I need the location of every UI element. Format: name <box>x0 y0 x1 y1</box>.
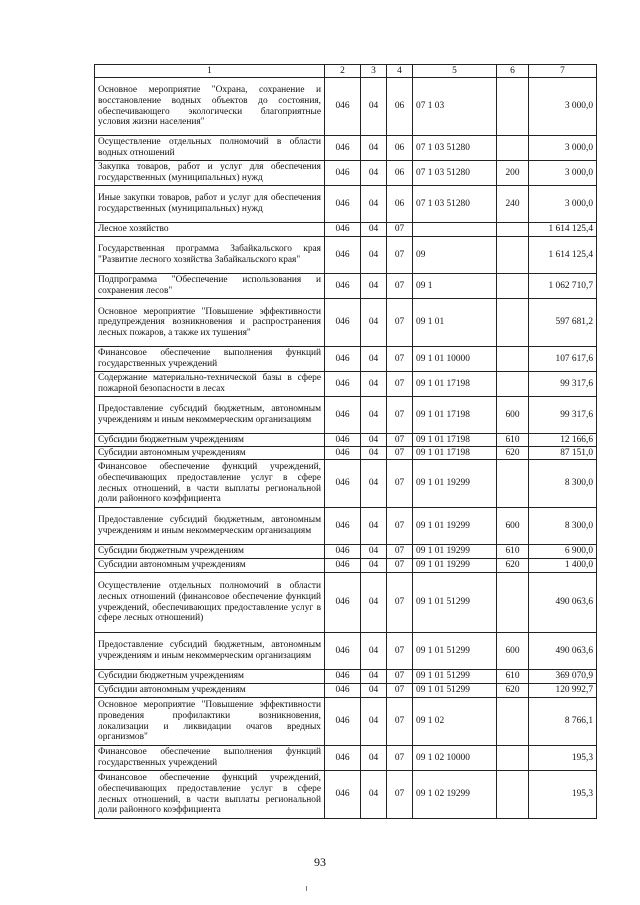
row-expense-type <box>497 573 529 633</box>
row-ministry-code: 046 <box>325 78 361 136</box>
row-name: Субсидии автономным учреждениям <box>95 559 325 573</box>
row-ministry-code: 046 <box>325 545 361 559</box>
row-subsection-code: 07 <box>387 274 413 299</box>
row-target-code: 09 1 01 51299 <box>413 670 497 684</box>
row-name: Субсидии автономным учреждениям <box>95 684 325 698</box>
row-subsection-code: 07 <box>387 670 413 684</box>
row-expense-type <box>497 78 529 136</box>
table-row <box>95 573 597 633</box>
row-name: Финансовое обеспечение функций учреждений, обеспечивающих предоставление услуг в сфере лесных отношений, в части выплаты региональной доли районного коэффициента <box>95 460 325 508</box>
row-section-code: 04 <box>361 508 387 545</box>
row-subsection-code: 07 <box>387 347 413 372</box>
row-expense-type: 600 <box>497 633 529 670</box>
column-header: 1 <box>95 65 325 78</box>
row-ministry-code: 046 <box>325 633 361 670</box>
row-amount: 12 166,6 <box>529 434 597 447</box>
row-amount: 369 070,9 <box>529 670 597 684</box>
row-amount: 107 617,6 <box>529 347 597 372</box>
row-target-code: 09 1 01 51299 <box>413 633 497 670</box>
row-name: Предоставление субсидий бюджетным, автономным учреждениям и иным некоммерческим организациям <box>95 633 325 670</box>
row-target-code: 09 1 01 10000 <box>413 347 497 372</box>
table-row <box>95 161 597 186</box>
row-amount: 99 317,6 <box>529 372 597 397</box>
table-row <box>95 78 597 136</box>
row-amount: 597 681,2 <box>529 299 597 347</box>
row-expense-type <box>497 237 529 274</box>
table-row <box>95 684 597 698</box>
row-expense-type <box>497 136 529 161</box>
row-subsection-code: 07 <box>387 508 413 545</box>
page-number: 93 <box>314 855 326 869</box>
row-amount: 6 900,0 <box>529 545 597 559</box>
row-name: Основное мероприятие "Повышение эффективности предупреждения возникновения и распространения лесных пожаров, а также их тушения" <box>95 299 325 347</box>
row-subsection-code: 07 <box>387 771 413 819</box>
row-target-code: 07 1 03 <box>413 78 497 136</box>
row-target-code: 09 1 01 19299 <box>413 545 497 559</box>
table-row <box>95 633 597 670</box>
row-section-code: 04 <box>361 186 387 223</box>
row-ministry-code: 046 <box>325 670 361 684</box>
row-amount: 8 300,0 <box>529 508 597 545</box>
row-amount: 490 063,6 <box>529 573 597 633</box>
row-name: Предоставление субсидий бюджетным, автономным учреждениям и иным некоммерческим организациям <box>95 397 325 434</box>
row-subsection-code: 07 <box>387 434 413 447</box>
row-expense-type <box>497 771 529 819</box>
table-row <box>95 508 597 545</box>
column-header: 2 <box>325 65 361 78</box>
row-target-code: 09 <box>413 237 497 274</box>
row-target-code: 09 1 01 51299 <box>413 684 497 698</box>
row-target-code: 09 1 02 19299 <box>413 771 497 819</box>
row-ministry-code: 046 <box>325 746 361 771</box>
row-subsection-code: 07 <box>387 573 413 633</box>
row-section-code: 04 <box>361 746 387 771</box>
row-section-code: 04 <box>361 698 387 746</box>
row-subsection-code: 07 <box>387 237 413 274</box>
row-subsection-code: 07 <box>387 372 413 397</box>
table-row <box>95 223 597 237</box>
row-ministry-code: 046 <box>325 460 361 508</box>
column-header: 4 <box>387 65 413 78</box>
row-target-code: 09 1 01 17198 <box>413 434 497 447</box>
row-name: Лесное хозяйство <box>95 223 325 237</box>
row-ministry-code: 046 <box>325 372 361 397</box>
row-name: Финансовое обеспечение выполнения функций государственных учреждений <box>95 746 325 771</box>
row-target-code: 09 1 01 19299 <box>413 508 497 545</box>
row-section-code: 04 <box>361 274 387 299</box>
row-name: Осуществление отдельных полномочий в области водных отношений <box>95 136 325 161</box>
table-row <box>95 771 597 819</box>
row-expense-type: 610 <box>497 545 529 559</box>
row-amount: 87 151,0 <box>529 447 597 460</box>
row-target-code: 09 1 01 <box>413 299 497 347</box>
table-row <box>95 545 597 559</box>
row-expense-type: 610 <box>497 434 529 447</box>
row-subsection-code: 06 <box>387 136 413 161</box>
row-name: Субсидии автономным учреждениям <box>95 447 325 460</box>
row-amount: 8 766,1 <box>529 698 597 746</box>
row-section-code: 04 <box>361 136 387 161</box>
table-row <box>95 559 597 573</box>
row-section-code: 04 <box>361 372 387 397</box>
row-expense-type: 620 <box>497 447 529 460</box>
row-ministry-code: 046 <box>325 684 361 698</box>
column-header: 3 <box>361 65 387 78</box>
row-target-code: 09 1 01 19299 <box>413 460 497 508</box>
row-section-code: 04 <box>361 559 387 573</box>
row-section-code: 04 <box>361 78 387 136</box>
row-ministry-code: 046 <box>325 559 361 573</box>
table-row <box>95 698 597 746</box>
row-name: Субсидии бюджетным учреждениям <box>95 434 325 447</box>
row-target-code: 09 1 <box>413 274 497 299</box>
table-row <box>95 237 597 274</box>
row-amount: 120 992,7 <box>529 684 597 698</box>
row-target-code: 07 1 03 51280 <box>413 161 497 186</box>
column-header: 5 <box>413 65 497 78</box>
row-subsection-code: 07 <box>387 460 413 508</box>
row-name: Субсидии бюджетным учреждениям <box>95 545 325 559</box>
row-ministry-code: 046 <box>325 397 361 434</box>
row-subsection-code: 07 <box>387 746 413 771</box>
row-section-code: 04 <box>361 434 387 447</box>
table-row <box>95 136 597 161</box>
row-subsection-code: 06 <box>387 78 413 136</box>
row-amount: 195,3 <box>529 771 597 819</box>
row-section-code: 04 <box>361 299 387 347</box>
table-row <box>95 274 597 299</box>
row-expense-type <box>497 223 529 237</box>
row-expense-type <box>497 347 529 372</box>
row-target-code: 09 1 01 17198 <box>413 397 497 434</box>
budget-table <box>94 64 597 819</box>
row-ministry-code: 046 <box>325 136 361 161</box>
table-row <box>95 746 597 771</box>
row-target-code: 07 1 03 51280 <box>413 186 497 223</box>
row-amount: 1 400,0 <box>529 559 597 573</box>
row-ministry-code: 046 <box>325 237 361 274</box>
table-row <box>95 397 597 434</box>
row-subsection-code: 06 <box>387 186 413 223</box>
row-target-code: 09 1 01 17198 <box>413 447 497 460</box>
row-subsection-code: 07 <box>387 447 413 460</box>
row-expense-type <box>497 274 529 299</box>
row-section-code: 04 <box>361 223 387 237</box>
column-header: 6 <box>497 65 529 78</box>
row-subsection-code: 07 <box>387 223 413 237</box>
row-ministry-code: 046 <box>325 698 361 746</box>
row-target-code: 09 1 01 17198 <box>413 372 497 397</box>
row-ministry-code: 046 <box>325 274 361 299</box>
table-row <box>95 186 597 223</box>
row-expense-type <box>497 746 529 771</box>
column-header: 7 <box>529 65 597 78</box>
row-ministry-code: 046 <box>325 161 361 186</box>
row-target-code: 09 1 01 19299 <box>413 559 497 573</box>
row-name: Основное мероприятие "Охрана, сохранение и восстановление водных объектов до состояния, обеспечивающего экологически благоприятные условия жизни населения" <box>95 78 325 136</box>
row-expense-type: 610 <box>497 670 529 684</box>
row-ministry-code: 046 <box>325 347 361 372</box>
table-row <box>95 447 597 460</box>
row-name: Финансовое обеспечение выполнения функций государственных учреждений <box>95 347 325 372</box>
row-expense-type: 620 <box>497 684 529 698</box>
row-name: Иные закупки товаров, работ и услуг для обеспечения государственных (муниципальных) нужд <box>95 186 325 223</box>
row-name: Основное мероприятие "Повышение эффективности проведения профилактики возникновения, локализации и ликвидации очагов вредных организмов" <box>95 698 325 746</box>
row-amount: 3 000,0 <box>529 186 597 223</box>
row-name: Подпрограмма "Обеспечение использования и сохранения лесов" <box>95 274 325 299</box>
row-name: Осуществление отдельных полномочий в области лесных отношений (финансовое обеспечение функций учреждений, обеспечивающих предоставление услуг в сфере лесных отношений) <box>95 573 325 633</box>
table-header-row <box>95 65 597 78</box>
row-amount: 1 062 710,7 <box>529 274 597 299</box>
row-expense-type <box>497 299 529 347</box>
row-amount: 3 000,0 <box>529 161 597 186</box>
row-expense-type: 600 <box>497 508 529 545</box>
table-row <box>95 434 597 447</box>
row-target-code: 09 1 02 10000 <box>413 746 497 771</box>
row-section-code: 04 <box>361 670 387 684</box>
row-target-code: 09 1 02 <box>413 698 497 746</box>
scan-mark <box>306 886 307 891</box>
row-section-code: 04 <box>361 397 387 434</box>
row-subsection-code: 07 <box>387 545 413 559</box>
row-amount: 8 300,0 <box>529 460 597 508</box>
row-expense-type <box>497 372 529 397</box>
row-name: Предоставление субсидий бюджетным, автономным учреждениям и иным некоммерческим организациям <box>95 508 325 545</box>
row-amount: 490 063,6 <box>529 633 597 670</box>
row-amount: 1 614 125,4 <box>529 223 597 237</box>
row-expense-type <box>497 698 529 746</box>
row-ministry-code: 046 <box>325 434 361 447</box>
row-section-code: 04 <box>361 633 387 670</box>
row-section-code: 04 <box>361 684 387 698</box>
row-target-code <box>413 223 497 237</box>
row-name: Закупка товаров, работ и услуг для обеспечения государственных (муниципальных) нужд <box>95 161 325 186</box>
row-expense-type: 620 <box>497 559 529 573</box>
row-subsection-code: 07 <box>387 397 413 434</box>
row-section-code: 04 <box>361 460 387 508</box>
row-expense-type <box>497 460 529 508</box>
row-name: Финансовое обеспечение функций учреждений, обеспечивающих предоставление услуг в сфере лесных отношений, в части выплаты региональной доли районного коэффициента <box>95 771 325 819</box>
row-amount: 195,3 <box>529 746 597 771</box>
row-subsection-code: 07 <box>387 698 413 746</box>
row-expense-type: 240 <box>497 186 529 223</box>
table-row <box>95 460 597 508</box>
row-subsection-code: 07 <box>387 684 413 698</box>
row-amount: 3 000,0 <box>529 78 597 136</box>
row-amount: 99 317,6 <box>529 397 597 434</box>
row-section-code: 04 <box>361 573 387 633</box>
row-target-code: 07 1 03 51280 <box>413 136 497 161</box>
table-row <box>95 372 597 397</box>
row-name: Государственная программа Забайкальского края "Развитие лесного хозяйства Забайкальского края" <box>95 237 325 274</box>
row-name: Содержание материально-технической базы в сфере пожарной безопасности в лесах <box>95 372 325 397</box>
row-amount: 1 614 125,4 <box>529 237 597 274</box>
row-subsection-code: 06 <box>387 161 413 186</box>
row-section-code: 04 <box>361 237 387 274</box>
row-ministry-code: 046 <box>325 299 361 347</box>
row-ministry-code: 046 <box>325 447 361 460</box>
row-section-code: 04 <box>361 545 387 559</box>
row-subsection-code: 07 <box>387 559 413 573</box>
row-ministry-code: 046 <box>325 573 361 633</box>
row-expense-type: 200 <box>497 161 529 186</box>
row-amount: 3 000,0 <box>529 136 597 161</box>
row-section-code: 04 <box>361 447 387 460</box>
row-section-code: 04 <box>361 161 387 186</box>
row-section-code: 04 <box>361 771 387 819</box>
row-ministry-code: 046 <box>325 186 361 223</box>
row-ministry-code: 046 <box>325 771 361 819</box>
table-row <box>95 299 597 347</box>
row-subsection-code: 07 <box>387 633 413 670</box>
row-subsection-code: 07 <box>387 299 413 347</box>
row-expense-type: 600 <box>497 397 529 434</box>
row-name: Субсидии бюджетным учреждениям <box>95 670 325 684</box>
row-target-code: 09 1 01 51299 <box>413 573 497 633</box>
table-row <box>95 670 597 684</box>
row-section-code: 04 <box>361 347 387 372</box>
row-ministry-code: 046 <box>325 223 361 237</box>
row-ministry-code: 046 <box>325 508 361 545</box>
table-row <box>95 347 597 372</box>
